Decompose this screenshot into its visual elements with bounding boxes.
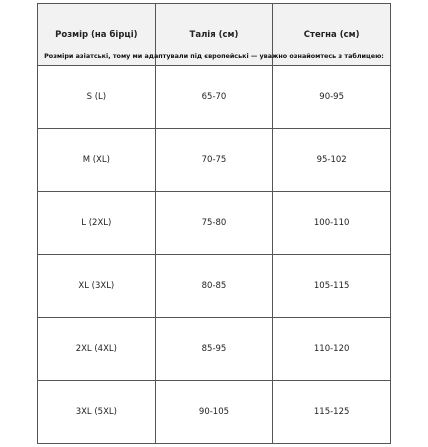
header-hips: Стегна (см) [273, 4, 391, 66]
cell-size: 2XL (4XL) [38, 318, 156, 381]
cell-waist: 85-95 [155, 318, 273, 381]
cell-waist: 90-105 [155, 381, 273, 444]
cell-size: 3XL (5XL) [38, 381, 156, 444]
header-size: Розмір (на бірці) [38, 4, 156, 66]
table-row [38, 381, 391, 444]
header-waist: Талія (см) [155, 4, 273, 66]
table-row [38, 318, 391, 381]
size-note: Розміри азіатські, тому ми адаптували під європейські — уважно ознайомтесь з таблицею: [44, 52, 384, 60]
cell-hips: 95-102 [273, 129, 391, 192]
cell-hips: 100-110 [273, 192, 391, 255]
cell-size: XL (3XL) [38, 255, 156, 318]
cell-hips: 115-125 [273, 381, 391, 444]
cell-waist: 70-75 [155, 129, 273, 192]
table-row [38, 255, 391, 318]
cell-waist: 80-85 [155, 255, 273, 318]
size-table [37, 3, 391, 444]
cell-hips: 90-95 [273, 66, 391, 129]
cell-size: L (2XL) [38, 192, 156, 255]
cell-hips: 105-115 [273, 255, 391, 318]
cell-hips: 110-120 [273, 318, 391, 381]
table-row [38, 192, 391, 255]
cell-size: S (L) [38, 66, 156, 129]
table-row [38, 129, 391, 192]
cell-size: M (XL) [38, 129, 156, 192]
table-row [38, 66, 391, 129]
cell-waist: 65-70 [155, 66, 273, 129]
cell-waist: 75-80 [155, 192, 273, 255]
